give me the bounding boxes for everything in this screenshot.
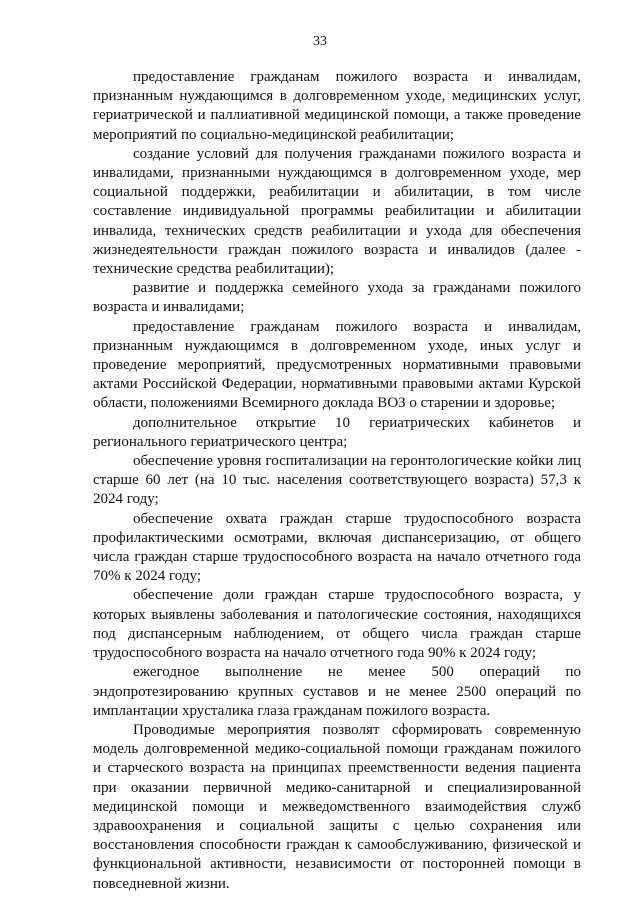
paragraph-annual-operations: ежегодное выполнение не менее 500 операций по эндопротезированию крупных суставов и не менее 2500 операций по имплантации хрусталика глаза гражданам пожилого возраста. — [93, 664, 581, 719]
page-number: 33 — [313, 34, 327, 49]
paragraph-social-support-conditions: создание условий для получения гражданами пожилого возраста и инвалидами, признанными нуждающимся в долговременном уходе, мер социальной поддержки, реабилитации и абилитации, в том числе составление индивидуальной программы реабилитации и абилитации инвалида, технических средств реабилитации и ухода для обеспечения жизнедеятельности граждан пожилого возраста и инвалидов (далее - технические средства реабилитации); — [93, 145, 581, 278]
document-body — [93, 68, 581, 894]
paragraph-other-services: предоставление гражданам пожилого возраста и инвалидам, признанным нуждающимся в долговременном уходе, иных услуг и проведение мероприятий, предусмотренных нормативными правовыми актами Российской Федерации, нормативными правовыми актами Курской области, положениями Всемирного доклада ВОЗ о старении и здоровье; — [93, 318, 581, 412]
paragraph-conclusion: Проводимые мероприятия позволят сформировать современную модель долговременной медико-социальной помощи гражданам пожилого и старческого возраста на принципах преемственности ведения пациента при оказании первичной медико-санитарной и специализированной медицинской помощи и межведомственного взаимодействия служб здравоохранения и социальной защиты с целью сохранения или восстановления способности граждан к самообслуживанию, физической и функциональной активности, независимости от посторонней помощи в повседневной жизни. — [93, 721, 581, 892]
paragraph-dispensary-observation: обеспечение доли граждан старше трудоспособного возраста, у которых выявлены заболевания и патологические состояния, находящихся под диспансерным наблюдением, от общего числа граждан старше трудоспособного возраста на начало отчетного года 90% к 2024 году; — [93, 587, 581, 662]
paragraph-hospitalization-level: обеспечение уровня госпитализации на геронтологические койки лиц старше 60 лет (на 10 тыс. населения соответствующего возраста) 57,3 к 2024 году; — [93, 453, 581, 508]
paragraph-medical-services: предоставление гражданам пожилого возраста и инвалидам, признанным нуждающимся в долговременном уходе, медицинских услуг, гериатрической и паллиативной медицинской помощи, а также проведение мероприятий по социально-медицинской реабилитации; — [93, 69, 581, 143]
paragraph-geriatric-offices: дополнительное открытие 10 гериатрических кабинетов и регионального гериатрического центра; — [93, 414, 581, 450]
paragraph-preventive-checkups: обеспечение охвата граждан старше трудоспособного возраста профилактическими осмотрами, включая диспансеризацию, от общего числа граждан старше трудоспособного возраста на начало отчетного года 70% к 2024 году; — [93, 510, 581, 585]
paragraph-family-care: развитие и поддержка семейного ухода за гражданами пожилого возраста и инвалидами; — [93, 280, 581, 316]
